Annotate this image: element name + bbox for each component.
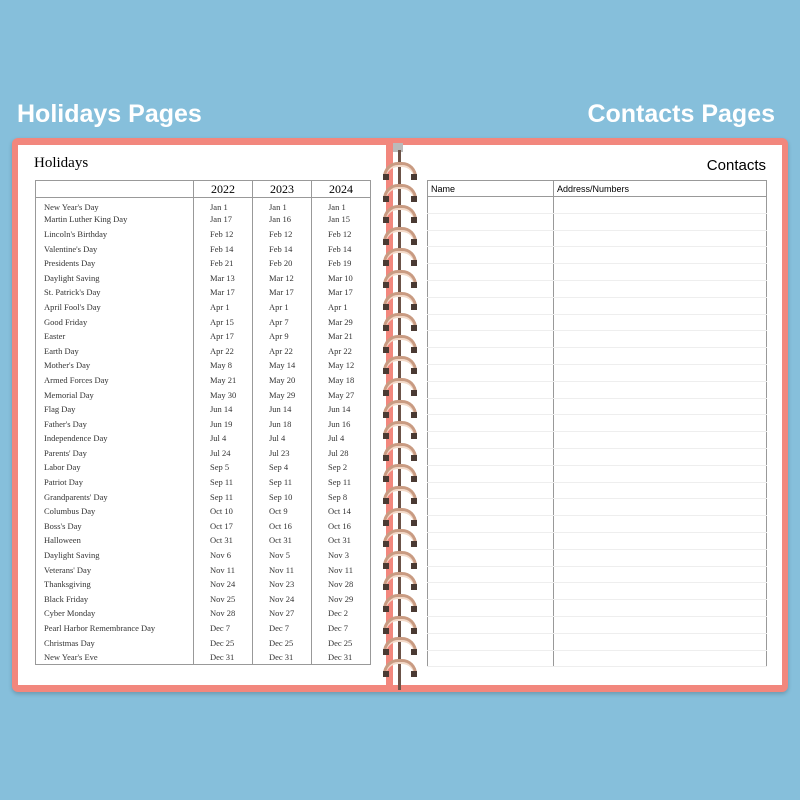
holiday-date: Nov 25 bbox=[194, 592, 253, 607]
contact-name-cell[interactable] bbox=[428, 314, 554, 331]
holiday-date: Feb 14 bbox=[312, 241, 371, 256]
holiday-row bbox=[36, 548, 371, 563]
holiday-date: Apr 7 bbox=[253, 314, 312, 329]
holiday-row bbox=[36, 314, 371, 329]
contact-name-cell[interactable] bbox=[428, 482, 554, 499]
holiday-date: May 14 bbox=[253, 358, 312, 373]
holiday-date: Apr 9 bbox=[253, 329, 312, 344]
contact-address-cell[interactable] bbox=[554, 499, 767, 516]
holiday-date: Mar 17 bbox=[253, 285, 312, 300]
contact-address-cell[interactable] bbox=[554, 516, 767, 533]
holiday-date: Feb 14 bbox=[253, 241, 312, 256]
holiday-row bbox=[36, 300, 371, 315]
holiday-date: Nov 24 bbox=[194, 577, 253, 592]
holiday-date: Oct 16 bbox=[253, 519, 312, 534]
holiday-row bbox=[36, 343, 371, 358]
holiday-date: Jun 19 bbox=[194, 416, 253, 431]
contact-row bbox=[428, 297, 767, 314]
holiday-row bbox=[36, 285, 371, 300]
contact-address-cell[interactable] bbox=[554, 415, 767, 432]
spiral-ring bbox=[383, 356, 417, 371]
holiday-name: Labor Day bbox=[36, 460, 194, 475]
holiday-name: Boss's Day bbox=[36, 519, 194, 534]
holiday-row bbox=[36, 650, 371, 665]
holiday-row bbox=[36, 606, 371, 621]
contact-row bbox=[428, 264, 767, 281]
holiday-name: Easter bbox=[36, 329, 194, 344]
contact-address-cell[interactable] bbox=[554, 448, 767, 465]
spiral-binding bbox=[380, 150, 420, 690]
holidays-pages-heading: Holidays Pages bbox=[17, 100, 202, 128]
holiday-date: Nov 3 bbox=[312, 548, 371, 563]
holiday-name: Lincoln's Birthday bbox=[36, 227, 194, 242]
contact-row bbox=[428, 600, 767, 617]
spiral-ring bbox=[383, 508, 417, 523]
holiday-date: Dec 31 bbox=[253, 650, 312, 665]
holiday-date: Apr 17 bbox=[194, 329, 253, 344]
spiral-ring bbox=[383, 443, 417, 458]
holiday-date: May 30 bbox=[194, 387, 253, 402]
holiday-date: Oct 14 bbox=[312, 504, 371, 519]
contact-address-cell[interactable] bbox=[554, 314, 767, 331]
holiday-name: St. Patrick's Day bbox=[36, 285, 194, 300]
contact-row bbox=[428, 314, 767, 331]
address-column-header: Address/Numbers bbox=[554, 181, 767, 197]
holiday-date: Oct 16 bbox=[312, 519, 371, 534]
holiday-date: Feb 12 bbox=[312, 227, 371, 242]
holiday-date: Jan 15 bbox=[312, 212, 371, 227]
contact-name-cell[interactable] bbox=[428, 549, 554, 566]
contact-name-cell[interactable] bbox=[428, 230, 554, 247]
contact-address-cell[interactable] bbox=[554, 264, 767, 281]
contact-name-cell[interactable] bbox=[428, 465, 554, 482]
holiday-date: Feb 12 bbox=[194, 227, 253, 242]
contact-address-cell[interactable] bbox=[554, 465, 767, 482]
holiday-date: Nov 28 bbox=[194, 606, 253, 621]
holiday-date: Mar 21 bbox=[312, 329, 371, 344]
holiday-date: Nov 23 bbox=[253, 577, 312, 592]
contact-name-cell[interactable] bbox=[428, 297, 554, 314]
holiday-date: Sep 8 bbox=[312, 489, 371, 504]
holiday-date: Sep 4 bbox=[253, 460, 312, 475]
holiday-date: Oct 31 bbox=[194, 533, 253, 548]
holiday-date: Dec 7 bbox=[194, 621, 253, 636]
contact-name-cell[interactable] bbox=[428, 398, 554, 415]
holiday-date: Apr 1 bbox=[253, 300, 312, 315]
holiday-row bbox=[36, 504, 371, 519]
holiday-date: May 21 bbox=[194, 373, 253, 388]
holiday-date: Oct 9 bbox=[253, 504, 312, 519]
contact-name-cell[interactable] bbox=[428, 600, 554, 617]
contact-name-cell[interactable] bbox=[428, 516, 554, 533]
holiday-name: Columbus Day bbox=[36, 504, 194, 519]
holiday-name: Halloween bbox=[36, 533, 194, 548]
contact-address-cell[interactable] bbox=[554, 532, 767, 549]
contact-row bbox=[428, 482, 767, 499]
contact-name-cell[interactable] bbox=[428, 264, 554, 281]
holiday-date: Feb 19 bbox=[312, 256, 371, 271]
holidays-table bbox=[35, 180, 371, 665]
blank-header bbox=[36, 181, 194, 198]
contact-row bbox=[428, 280, 767, 297]
contact-row bbox=[428, 415, 767, 432]
holiday-row bbox=[36, 373, 371, 388]
holiday-date: Jun 14 bbox=[312, 402, 371, 417]
contact-name-cell[interactable] bbox=[428, 348, 554, 365]
spiral-ring bbox=[383, 292, 417, 307]
holiday-name: Cyber Monday bbox=[36, 606, 194, 621]
contact-name-cell[interactable] bbox=[428, 499, 554, 516]
holiday-row bbox=[36, 387, 371, 402]
contact-address-cell[interactable] bbox=[554, 331, 767, 348]
holiday-date: May 8 bbox=[194, 358, 253, 373]
spiral-ring bbox=[383, 378, 417, 393]
spiral-ring bbox=[383, 400, 417, 415]
contact-address-cell[interactable] bbox=[554, 348, 767, 365]
contact-address-cell[interactable] bbox=[554, 650, 767, 667]
contact-row bbox=[428, 213, 767, 230]
holiday-date: Jan 16 bbox=[253, 212, 312, 227]
holiday-date: Jan 1 bbox=[194, 198, 253, 213]
holiday-date: Nov 27 bbox=[253, 606, 312, 621]
spiral-ring bbox=[383, 637, 417, 652]
contact-address-cell[interactable] bbox=[554, 381, 767, 398]
holiday-date: Apr 1 bbox=[312, 300, 371, 315]
year-header: 2022 bbox=[194, 181, 253, 198]
contact-row bbox=[428, 230, 767, 247]
holiday-date: Apr 22 bbox=[312, 343, 371, 358]
holiday-row bbox=[36, 270, 371, 285]
contact-name-cell[interactable] bbox=[428, 280, 554, 297]
holiday-name: Daylight Saving bbox=[36, 548, 194, 563]
holiday-date: Mar 10 bbox=[312, 270, 371, 285]
holiday-name: Armed Forces Day bbox=[36, 373, 194, 388]
holiday-row bbox=[36, 212, 371, 227]
contacts-page bbox=[393, 145, 782, 685]
contact-name-cell[interactable] bbox=[428, 432, 554, 449]
holiday-date: Jul 24 bbox=[194, 446, 253, 461]
contact-address-cell[interactable] bbox=[554, 633, 767, 650]
holiday-date: Dec 2 bbox=[312, 606, 371, 621]
contact-name-cell[interactable] bbox=[428, 583, 554, 600]
holiday-row bbox=[36, 562, 371, 577]
holiday-row bbox=[36, 402, 371, 417]
contact-row bbox=[428, 331, 767, 348]
contact-row bbox=[428, 398, 767, 415]
contact-row bbox=[428, 583, 767, 600]
holiday-date: Feb 12 bbox=[253, 227, 312, 242]
contact-row bbox=[428, 532, 767, 549]
holiday-date: May 18 bbox=[312, 373, 371, 388]
spiral-ring bbox=[383, 205, 417, 220]
contact-name-cell[interactable] bbox=[428, 532, 554, 549]
year-header: 2023 bbox=[253, 181, 312, 198]
contact-row bbox=[428, 364, 767, 381]
holiday-date: Feb 21 bbox=[194, 256, 253, 271]
contact-row bbox=[428, 616, 767, 633]
spiral-ring bbox=[383, 162, 417, 177]
contact-row bbox=[428, 348, 767, 365]
spiral-ring bbox=[383, 464, 417, 479]
holiday-date: Nov 11 bbox=[194, 562, 253, 577]
holiday-row bbox=[36, 475, 371, 490]
contact-address-cell[interactable] bbox=[554, 600, 767, 617]
holiday-row bbox=[36, 460, 371, 475]
contact-address-cell[interactable] bbox=[554, 398, 767, 415]
holiday-date: Oct 31 bbox=[253, 533, 312, 548]
contact-row bbox=[428, 516, 767, 533]
holiday-name: New Year's Eve bbox=[36, 650, 194, 665]
contacts-pages-heading: Contacts Pages bbox=[587, 100, 775, 128]
holiday-row bbox=[36, 241, 371, 256]
spiral-ring bbox=[383, 529, 417, 544]
holiday-name: Grandparents' Day bbox=[36, 489, 194, 504]
spiral-ring bbox=[383, 594, 417, 609]
spiral-ring bbox=[383, 551, 417, 566]
contact-name-cell[interactable] bbox=[428, 247, 554, 264]
contact-address-cell[interactable] bbox=[554, 583, 767, 600]
holiday-date: May 20 bbox=[253, 373, 312, 388]
holiday-date: Jan 1 bbox=[253, 198, 312, 213]
contact-address-cell[interactable] bbox=[554, 549, 767, 566]
spiral-ring bbox=[383, 227, 417, 242]
year-header: 2024 bbox=[312, 181, 371, 198]
holiday-date: Sep 2 bbox=[312, 460, 371, 475]
holiday-row bbox=[36, 489, 371, 504]
contact-name-cell[interactable] bbox=[428, 566, 554, 583]
contact-name-cell[interactable] bbox=[428, 213, 554, 230]
holiday-date: Dec 31 bbox=[312, 650, 371, 665]
contact-row bbox=[428, 448, 767, 465]
contact-name-cell[interactable] bbox=[428, 197, 554, 214]
holiday-date: May 27 bbox=[312, 387, 371, 402]
holiday-row bbox=[36, 446, 371, 461]
holiday-date: Jun 16 bbox=[312, 416, 371, 431]
holiday-date: Mar 12 bbox=[253, 270, 312, 285]
spiral-ring bbox=[383, 486, 417, 501]
holiday-name: Mother's Day bbox=[36, 358, 194, 373]
holiday-row bbox=[36, 329, 371, 344]
contact-row bbox=[428, 432, 767, 449]
holiday-date: Mar 13 bbox=[194, 270, 253, 285]
holiday-date: Sep 11 bbox=[253, 475, 312, 490]
spiral-ring bbox=[383, 313, 417, 328]
holiday-date: Dec 7 bbox=[253, 621, 312, 636]
spiral-ring bbox=[383, 270, 417, 285]
holiday-date: Apr 1 bbox=[194, 300, 253, 315]
holiday-date: Oct 17 bbox=[194, 519, 253, 534]
holiday-date: Oct 31 bbox=[312, 533, 371, 548]
holiday-date: Nov 24 bbox=[253, 592, 312, 607]
holiday-date: Sep 10 bbox=[253, 489, 312, 504]
holiday-date: Jan 17 bbox=[194, 212, 253, 227]
holiday-date: Jun 14 bbox=[194, 402, 253, 417]
contact-name-cell[interactable] bbox=[428, 650, 554, 667]
holiday-date: Feb 20 bbox=[253, 256, 312, 271]
holiday-date: Jul 4 bbox=[194, 431, 253, 446]
contact-row bbox=[428, 247, 767, 264]
contact-row bbox=[428, 197, 767, 214]
contact-name-cell[interactable] bbox=[428, 381, 554, 398]
holiday-date: Nov 5 bbox=[253, 548, 312, 563]
contact-address-cell[interactable] bbox=[554, 364, 767, 381]
holiday-name: Veterans' Day bbox=[36, 562, 194, 577]
holiday-name: Earth Day bbox=[36, 343, 194, 358]
contact-name-cell[interactable] bbox=[428, 415, 554, 432]
holiday-date: Sep 11 bbox=[194, 475, 253, 490]
holiday-row bbox=[36, 416, 371, 431]
holiday-row bbox=[36, 358, 371, 373]
holiday-date: Dec 25 bbox=[312, 635, 371, 650]
holiday-date: Nov 6 bbox=[194, 548, 253, 563]
holiday-date: Mar 17 bbox=[194, 285, 253, 300]
holiday-name: Presidents Day bbox=[36, 256, 194, 271]
contact-row bbox=[428, 633, 767, 650]
contact-address-cell[interactable] bbox=[554, 482, 767, 499]
holiday-name: Martin Luther King Day bbox=[36, 212, 194, 227]
holiday-date: Sep 11 bbox=[194, 489, 253, 504]
name-column-header: Name bbox=[428, 181, 554, 197]
holiday-name: Father's Day bbox=[36, 416, 194, 431]
contact-address-cell[interactable] bbox=[554, 197, 767, 214]
holiday-name: New Year's Day bbox=[36, 198, 194, 213]
page-title: Contacts bbox=[706, 157, 766, 174]
holiday-row bbox=[36, 198, 371, 213]
spiral-ring bbox=[383, 572, 417, 587]
contact-row bbox=[428, 650, 767, 667]
holiday-name: Good Friday bbox=[36, 314, 194, 329]
holiday-name: Parents' Day bbox=[36, 446, 194, 461]
holiday-name: Thanksgiving bbox=[36, 577, 194, 592]
spiral-ring bbox=[383, 184, 417, 199]
holiday-date: Oct 10 bbox=[194, 504, 253, 519]
contact-row bbox=[428, 549, 767, 566]
holiday-name: Independence Day bbox=[36, 431, 194, 446]
holiday-row bbox=[36, 227, 371, 242]
holiday-row bbox=[36, 256, 371, 271]
contact-address-cell[interactable] bbox=[554, 297, 767, 314]
holiday-date: Mar 17 bbox=[312, 285, 371, 300]
contact-name-cell[interactable] bbox=[428, 448, 554, 465]
contact-address-cell[interactable] bbox=[554, 432, 767, 449]
holiday-date: Jun 18 bbox=[253, 416, 312, 431]
holiday-date: Mar 29 bbox=[312, 314, 371, 329]
page-title: Holidays bbox=[34, 155, 89, 171]
contact-address-cell[interactable] bbox=[554, 247, 767, 264]
holiday-row bbox=[36, 519, 371, 534]
contact-row bbox=[428, 381, 767, 398]
holiday-name: Pearl Harbor Remembrance Day bbox=[36, 621, 194, 636]
holiday-date: Nov 28 bbox=[312, 577, 371, 592]
spiral-ring bbox=[383, 659, 417, 674]
contact-address-cell[interactable] bbox=[554, 230, 767, 247]
holiday-date: Sep 11 bbox=[312, 475, 371, 490]
holiday-date: Nov 11 bbox=[253, 562, 312, 577]
holiday-row bbox=[36, 621, 371, 636]
holiday-date: Jul 23 bbox=[253, 446, 312, 461]
holiday-date: Nov 11 bbox=[312, 562, 371, 577]
holiday-name: Daylight Saving bbox=[36, 270, 194, 285]
spiral-ring bbox=[383, 616, 417, 631]
holiday-name: Christmas Day bbox=[36, 635, 194, 650]
holiday-date: Jul 4 bbox=[312, 431, 371, 446]
contact-name-cell[interactable] bbox=[428, 364, 554, 381]
holiday-name: Black Friday bbox=[36, 592, 194, 607]
holiday-row bbox=[36, 592, 371, 607]
holiday-date: Dec 31 bbox=[194, 650, 253, 665]
holiday-date: Dec 25 bbox=[194, 635, 253, 650]
contact-name-cell[interactable] bbox=[428, 633, 554, 650]
holiday-row bbox=[36, 577, 371, 592]
contacts-table bbox=[427, 180, 767, 667]
holiday-date: Dec 7 bbox=[312, 621, 371, 636]
holiday-date: Jul 4 bbox=[253, 431, 312, 446]
holiday-name: April Fool's Day bbox=[36, 300, 194, 315]
holiday-name: Patriot Day bbox=[36, 475, 194, 490]
holiday-date: Sep 5 bbox=[194, 460, 253, 475]
holiday-date: Nov 29 bbox=[312, 592, 371, 607]
contact-name-cell[interactable] bbox=[428, 616, 554, 633]
holiday-date: Jul 28 bbox=[312, 446, 371, 461]
holiday-row bbox=[36, 533, 371, 548]
spiral-ring bbox=[383, 248, 417, 263]
holiday-date: Jan 1 bbox=[312, 198, 371, 213]
holiday-date: May 12 bbox=[312, 358, 371, 373]
holiday-name: Flag Day bbox=[36, 402, 194, 417]
spiral-ring bbox=[383, 335, 417, 350]
contact-address-cell[interactable] bbox=[554, 566, 767, 583]
holidays-page bbox=[18, 145, 386, 685]
contact-address-cell[interactable] bbox=[554, 280, 767, 297]
holiday-name: Memorial Day bbox=[36, 387, 194, 402]
holiday-date: May 29 bbox=[253, 387, 312, 402]
contact-address-cell[interactable] bbox=[554, 213, 767, 230]
holiday-row bbox=[36, 431, 371, 446]
holiday-date: Apr 22 bbox=[253, 343, 312, 358]
contact-name-cell[interactable] bbox=[428, 331, 554, 348]
contact-row bbox=[428, 499, 767, 516]
contact-address-cell[interactable] bbox=[554, 616, 767, 633]
holiday-date: Feb 14 bbox=[194, 241, 253, 256]
spiral-ring bbox=[383, 421, 417, 436]
holiday-row bbox=[36, 635, 371, 650]
holiday-date: Dec 25 bbox=[253, 635, 312, 650]
holiday-date: Jun 14 bbox=[253, 402, 312, 417]
holiday-name: Valentine's Day bbox=[36, 241, 194, 256]
holiday-date: Apr 15 bbox=[194, 314, 253, 329]
contact-row bbox=[428, 465, 767, 482]
contact-row bbox=[428, 566, 767, 583]
holiday-date: Apr 22 bbox=[194, 343, 253, 358]
